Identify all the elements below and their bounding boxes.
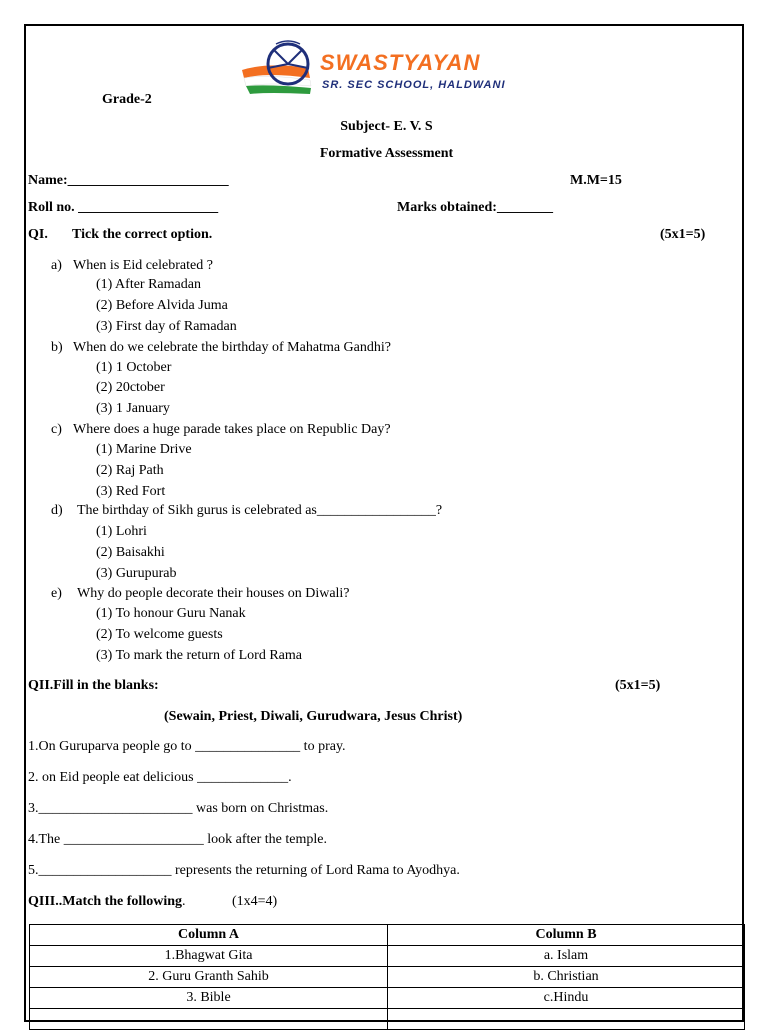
- q1-d-question: The birthday of Sikh gurus is celebrated as_________________?: [77, 503, 443, 518]
- q1-d-option: (3) Gurupurab: [96, 566, 177, 581]
- q1-number: QI.: [28, 227, 48, 242]
- subject: Subject- E. V. S: [340, 119, 433, 134]
- q2-item: 1.On Guruparva people go to _______________ to pray.: [28, 739, 346, 754]
- column-b-header: Column B: [388, 925, 745, 946]
- grade: Grade-2: [102, 92, 152, 107]
- marks-obtained: Marks obtained:________: [397, 200, 553, 215]
- q2-item: 5.___________________ represents the returning of Lord Rama to Ayodhya.: [28, 863, 460, 878]
- column-b-cell: a. Islam: [388, 946, 745, 967]
- table-row: [30, 967, 745, 988]
- q1-title: Tick the correct option.: [72, 227, 213, 242]
- table-header-row: [30, 925, 745, 946]
- q1-b-label: b): [51, 340, 63, 355]
- column-b-cell: c.Hindu: [388, 988, 745, 1009]
- name-field: Name:_______________________: [28, 173, 229, 188]
- q1-b-option: (1) 1 October: [96, 360, 172, 375]
- q1-d-option: (1) Lohri: [96, 524, 147, 539]
- q1-e-option: (1) To honour Guru Nanak: [96, 606, 246, 621]
- q1-a-label: a): [51, 258, 62, 273]
- school-subtitle: SR. SEC SCHOOL, HALDWANI: [322, 79, 506, 91]
- q3-dot: .: [182, 894, 186, 909]
- column-b-cell: b. Christian: [388, 967, 745, 988]
- q1-a-question: When is Eid celebrated ?: [73, 258, 213, 273]
- match-table: [29, 924, 745, 1030]
- q1-a-option: (2) Before Alvida Juma: [96, 298, 228, 313]
- q1-c-option: (1) Marine Drive: [96, 442, 192, 457]
- q1-e-option: (2) To welcome guests: [96, 627, 223, 642]
- q1-b-option: (2) 20ctober: [96, 380, 165, 395]
- q1-d-option: (2) Baisakhi: [96, 545, 165, 560]
- column-a-cell: 1.Bhagwat Gita: [30, 946, 388, 967]
- q1-b-option: (3) 1 January: [96, 401, 170, 416]
- q1-c-label: c): [51, 422, 62, 437]
- q2-item: 3.______________________ was born on Christmas.: [28, 801, 329, 816]
- max-marks: M.M=15: [570, 173, 622, 188]
- q1-marks: (5x1=5): [660, 227, 706, 242]
- q1-b-question: When do we celebrate the birthday of Mahatma Gandhi?: [73, 340, 391, 355]
- assessment-title: Formative Assessment: [319, 146, 454, 161]
- school-name: SWASTYAYAN: [320, 50, 481, 75]
- table-row: [30, 946, 745, 967]
- q1-e-label: e): [51, 586, 62, 601]
- q2-item: 4.The ____________________ look after the temple.: [28, 832, 327, 847]
- q2-title: QII.Fill in the blanks:: [28, 678, 159, 693]
- table-row: [30, 988, 745, 1009]
- q2-word-bank: (Sewain, Priest, Diwali, Gurudwara, Jesus Christ): [164, 709, 463, 724]
- q1-c-option: (3) Red Fort: [96, 484, 166, 499]
- q1-e-question: Why do people decorate their houses on Diwali?: [77, 586, 350, 601]
- column-a-cell: [30, 1009, 388, 1030]
- q1-c-question: Where does a huge parade takes place on Republic Day?: [73, 422, 391, 437]
- q1-a-option: (1) After Ramadan: [96, 277, 201, 292]
- column-a-cell: 2. Guru Granth Sahib: [30, 967, 388, 988]
- q3-marks: (1x4=4): [232, 894, 278, 909]
- q2-item: 2. on Eid people eat delicious _____________.: [28, 770, 292, 785]
- column-a-header: Column A: [30, 925, 388, 946]
- column-a-cell: 3. Bible: [30, 988, 388, 1009]
- q1-a-option: (3) First day of Ramadan: [96, 319, 237, 334]
- q1-c-option: (2) Raj Path: [96, 463, 164, 478]
- q3-heading: [28, 894, 186, 910]
- roll-no-field: Roll no. ____________________: [28, 200, 219, 215]
- q1-d-label: d): [51, 503, 63, 518]
- q1-e-option: (3) To mark the return of Lord Rama: [96, 648, 302, 663]
- q3-title: QIII..Match the following: [28, 894, 182, 909]
- table-row-empty: [30, 1009, 745, 1030]
- column-b-cell: [388, 1009, 745, 1030]
- q2-marks: (5x1=5): [615, 678, 661, 693]
